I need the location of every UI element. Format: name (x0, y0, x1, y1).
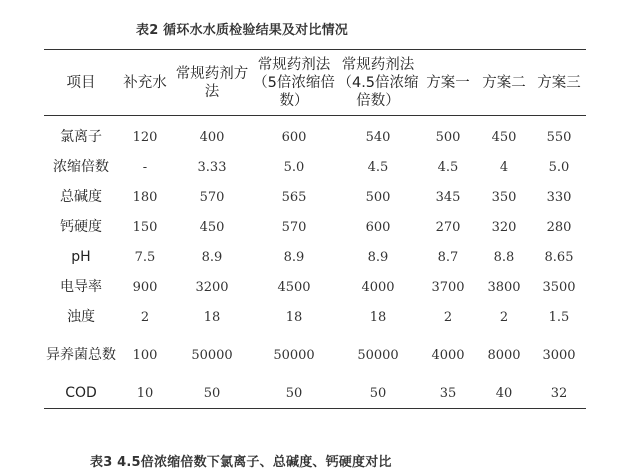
table-cell: 540 (365, 129, 391, 145)
table-cell: 40 (476, 378, 532, 409)
table-cell: 550 (546, 129, 572, 145)
table-cell: 4000 (361, 279, 395, 295)
table-cell: 2 (443, 309, 453, 325)
table-cell: 100 (132, 347, 158, 363)
table-row (44, 182, 586, 212)
header-cell: 常规药剂法（5倍浓缩倍数） (252, 50, 336, 116)
table-cell: - (142, 159, 148, 175)
table-cell: 280 (546, 219, 572, 235)
table-cell: 270 (435, 219, 461, 235)
table-cell: 600 (281, 129, 307, 145)
table-row (44, 332, 586, 378)
header-row (44, 50, 586, 116)
table-cell: 18 (203, 309, 221, 325)
table-cell: 500 (435, 129, 461, 145)
table-cell: 8.8 (493, 249, 515, 265)
row-label: 浊度 (67, 308, 95, 325)
table-cell: 900 (132, 279, 158, 295)
table-cell: 7.5 (134, 249, 156, 265)
table-cell: 2 (140, 309, 150, 325)
row-label: 氯离子 (60, 128, 102, 145)
table-cell: 570 (281, 219, 307, 235)
header-cell: 方案二 (476, 50, 532, 116)
table-cell: 180 (132, 189, 158, 205)
row-label: 钙硬度 (60, 218, 102, 235)
table-cell: 600 (365, 219, 391, 235)
table-row (44, 116, 586, 153)
table-cell: 3000 (542, 347, 576, 363)
row-label: 电导率 (60, 278, 102, 295)
table-cell: 4500 (277, 279, 311, 295)
table-cell: 3.33 (197, 159, 227, 175)
table-cell: 5.0 (283, 159, 305, 175)
table-cell: 2 (499, 309, 509, 325)
table-cell: 450 (199, 219, 225, 235)
table-cell: 150 (132, 219, 158, 235)
header-cell: 方案一 (420, 50, 476, 116)
table-cell: 1.5 (548, 309, 570, 325)
table-cell: 4000 (431, 347, 465, 363)
table-cell: 320 (491, 219, 517, 235)
row-label: COD (44, 378, 118, 409)
table-cell: 50000 (191, 347, 233, 363)
header-cell: 补充水 (118, 50, 172, 116)
table-cell: 500 (365, 189, 391, 205)
table-cell: 350 (491, 189, 517, 205)
water-quality-table (44, 49, 586, 409)
table-cell: 8.9 (283, 249, 305, 265)
table-cell: 50 (252, 378, 336, 409)
table-cell: 50000 (357, 347, 399, 363)
table-cell: 8.7 (437, 249, 459, 265)
table-cell: 4 (499, 159, 509, 175)
table-cell: 3200 (195, 279, 229, 295)
table-cell: 50000 (273, 347, 315, 363)
table-cell: 8.9 (367, 249, 389, 265)
table-cell: 450 (491, 129, 517, 145)
table-cell: 3700 (431, 279, 465, 295)
table-cell: 8.65 (544, 249, 574, 265)
table-cell: 35 (420, 378, 476, 409)
header-cell: 常规药剂方法 (172, 50, 252, 116)
table-cell: 10 (118, 378, 172, 409)
table-cell: 120 (132, 129, 158, 145)
table-caption: 表2 循环水水质检验结果及对比情况 (136, 23, 348, 38)
row-label: 总碱度 (60, 188, 102, 205)
table-cell: 4.5 (367, 159, 389, 175)
table-cell: 50 (172, 378, 252, 409)
table-cell: 570 (199, 189, 225, 205)
table-cell: 5.0 (548, 159, 570, 175)
table-row (44, 152, 586, 182)
table-row (44, 242, 586, 272)
header-cell: 常规药剂法（4.5倍浓缩倍数） (336, 50, 420, 116)
row-label: pH (71, 248, 91, 265)
row-label: 异养菌总数 (46, 346, 116, 363)
table-cell: 3800 (487, 279, 521, 295)
table-cell: 32 (532, 378, 586, 409)
table-cell: 3500 (542, 279, 576, 295)
table-cell: 4.5 (437, 159, 459, 175)
row-label: 浓缩倍数 (53, 158, 109, 175)
header-cell: 项目 (44, 50, 118, 116)
table-row (44, 378, 586, 409)
table-cell: 8000 (487, 347, 521, 363)
header-cell: 方案三 (532, 50, 586, 116)
table-cell: 50 (336, 378, 420, 409)
table-cell: 565 (281, 189, 307, 205)
table-cell: 345 (435, 189, 461, 205)
table-cell: 400 (199, 129, 225, 145)
table-cell: 8.9 (201, 249, 223, 265)
table-cell: 330 (546, 189, 572, 205)
table-cell: 18 (369, 309, 387, 325)
table-row (44, 302, 586, 332)
table-row (44, 272, 586, 302)
table-caption-next: 表3 4.5倍浓缩倍数下氯离子、总碱度、钙硬度对比 (90, 455, 392, 470)
table-row (44, 212, 586, 242)
table-cell: 18 (285, 309, 303, 325)
